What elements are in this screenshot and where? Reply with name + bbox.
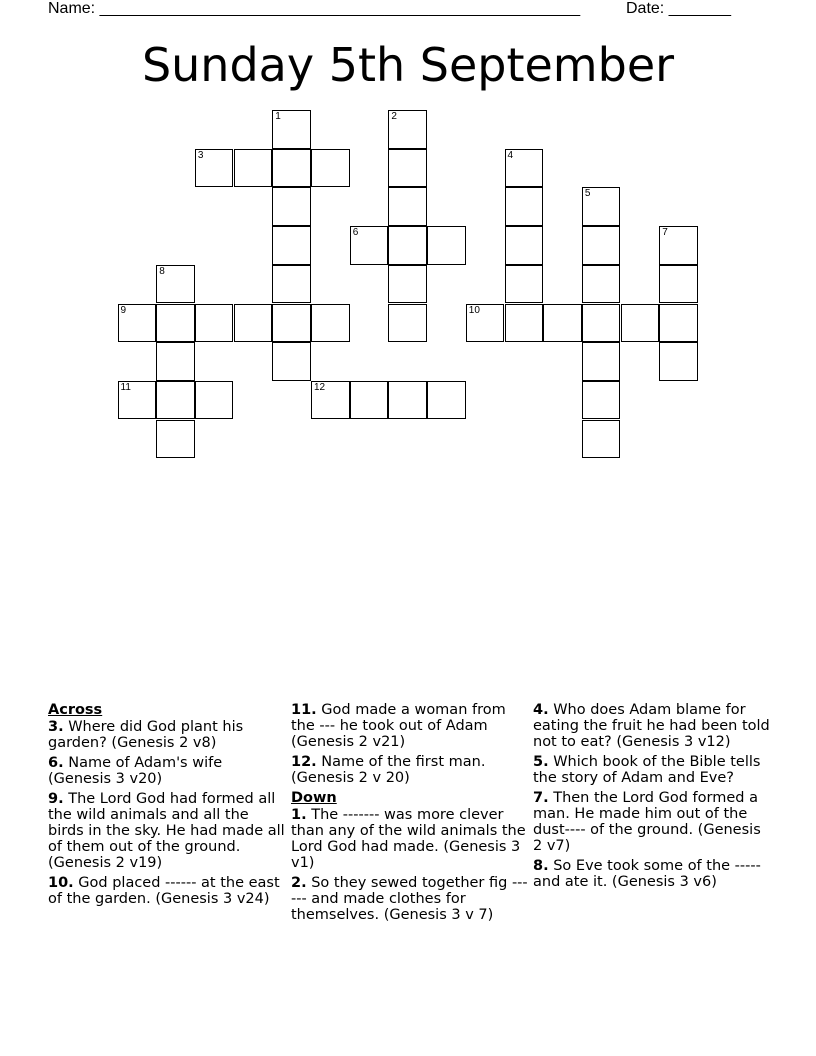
grid-cell[interactable]: [195, 381, 234, 420]
grid-cell[interactable]: [582, 226, 621, 265]
cell-number: 7: [662, 227, 668, 239]
across-heading: Across: [48, 702, 103, 718]
clue-number: 2.: [291, 875, 307, 891]
grid-cell[interactable]: [311, 304, 350, 343]
grid-cell[interactable]: [543, 304, 582, 343]
grid-cell[interactable]: [272, 342, 311, 381]
clues-column-1: [48, 702, 288, 911]
grid-cell[interactable]: [621, 304, 660, 343]
grid-cell[interactable]: [388, 187, 427, 226]
cell-number: 10: [468, 304, 480, 316]
clue-down-1: [291, 807, 531, 871]
clue-number: 1.: [291, 807, 307, 823]
clue-number: 11.: [291, 702, 317, 718]
clue-down-4: [533, 702, 773, 750]
grid-cell[interactable]: [156, 420, 195, 459]
grid-cell[interactable]: [118, 304, 157, 343]
clue-text: Then the Lord God formed a man. He made him out of the dust---- of the ground. (Genesis 2 v7): [533, 790, 761, 854]
grid-cell[interactable]: [195, 304, 234, 343]
grid-cell[interactable]: [272, 226, 311, 265]
clue-text: So Eve took some of the ----- and ate it. (Genesis 3 v6): [533, 858, 761, 890]
clue-text: So they sewed together fig ------ and made clothes for themselves. (Genesis 3 v 7): [291, 875, 528, 923]
cell-number: 11: [120, 381, 131, 393]
grid-cell[interactable]: [156, 265, 195, 304]
grid-cell[interactable]: [427, 226, 466, 265]
clue-down-2: [291, 875, 531, 923]
grid-cell[interactable]: [659, 226, 698, 265]
grid-cell[interactable]: [156, 304, 195, 343]
crossword-grid: [0, 0, 816, 470]
down-heading: Down: [291, 790, 337, 806]
grid-cell[interactable]: [659, 304, 698, 343]
clue-number: 4.: [533, 702, 549, 718]
grid-cell[interactable]: [505, 149, 544, 188]
grid-cell[interactable]: [388, 226, 427, 265]
cell-number: 4: [507, 149, 514, 161]
grid-cell[interactable]: [195, 149, 234, 188]
grid-cell[interactable]: [234, 304, 273, 343]
grid-cell[interactable]: [582, 187, 621, 226]
grid-cell[interactable]: [156, 381, 195, 420]
clue-number: 10.: [48, 875, 74, 891]
grid-cell[interactable]: [388, 265, 427, 304]
clue-down-8: [533, 858, 773, 890]
clue-text: Name of Adam's wife (Genesis 3 v20): [48, 755, 223, 787]
clue-down-5: [533, 754, 773, 786]
clue-text: God made a woman from the --- he took out of Adam (Genesis 2 v21): [291, 702, 506, 750]
grid-cell[interactable]: [156, 342, 195, 381]
grid-cell[interactable]: [659, 265, 698, 304]
clues-column-2: [291, 702, 531, 927]
grid-cell[interactable]: [582, 342, 621, 381]
grid-cell[interactable]: [388, 110, 427, 149]
grid-cell[interactable]: [659, 342, 698, 381]
grid-cell[interactable]: [272, 149, 311, 188]
grid-cell[interactable]: [582, 265, 621, 304]
grid-cell[interactable]: [272, 110, 311, 149]
clue-down-7: [533, 790, 773, 854]
clue-across-6: [48, 755, 288, 787]
clue-across-9: [48, 791, 288, 871]
grid-cell[interactable]: [311, 149, 350, 188]
clue-number: 7.: [533, 790, 549, 806]
grid-cell[interactable]: [272, 265, 311, 304]
clue-number: 5.: [533, 754, 549, 770]
cell-number: 8: [159, 265, 165, 277]
grid-cell[interactable]: [505, 265, 544, 304]
grid-cell[interactable]: [505, 304, 544, 343]
clue-number: 12.: [291, 754, 317, 770]
cell-number: 9: [120, 304, 127, 316]
grid-cell[interactable]: [118, 381, 157, 420]
clue-text: The Lord God had formed all the wild animals and all the birds in the sky. He had made all of them out of the ground. (Genesis 2 v19): [48, 791, 285, 871]
grid-cell[interactable]: [388, 304, 427, 343]
name-field[interactable]: Name: ______________________________________________________: [48, 0, 581, 17]
page-title: Sunday 5th September: [141, 38, 675, 92]
cell-number: 2: [391, 111, 397, 122]
grid-cell[interactable]: [388, 381, 427, 420]
clue-across-12: [291, 754, 531, 786]
grid-cell[interactable]: [505, 187, 544, 226]
grid-cell[interactable]: [234, 149, 273, 188]
clue-number: 9.: [48, 791, 64, 807]
cell-number: 12: [314, 381, 326, 393]
cell-number: 5: [584, 188, 591, 200]
clue-across-3: [48, 719, 288, 751]
grid-cell[interactable]: [582, 381, 621, 420]
cell-number: 1: [275, 111, 281, 122]
grid-cell[interactable]: [582, 304, 621, 343]
cell-number: 3: [197, 149, 204, 161]
clues-column-3: [533, 702, 773, 894]
cell-number: 6: [352, 227, 359, 239]
grid-cell[interactable]: [311, 381, 350, 420]
clue-text: Who does Adam blame for eating the fruit he had been told not to eat? (Genesis 3 v12): [533, 702, 770, 750]
clue-across-10: [48, 875, 288, 907]
grid-cell[interactable]: [350, 381, 389, 420]
clue-number: 8.: [533, 858, 549, 874]
clue-text: The ------- was more clever than any of the wild animals the Lord God had made. (Genesis 3 v1): [291, 807, 526, 871]
grid-cell[interactable]: [466, 304, 505, 343]
clue-number: 6.: [48, 755, 64, 771]
grid-cell[interactable]: [272, 304, 311, 343]
clue-number: 3.: [48, 719, 64, 735]
clue-text: God placed ------ at the east of the garden. (Genesis 3 v24): [48, 875, 280, 907]
grid-cell[interactable]: [388, 149, 427, 188]
grid-cell[interactable]: [582, 420, 621, 459]
clue-text: Name of the first man. (Genesis 2 v 20): [291, 754, 486, 786]
clue-across-11: [291, 702, 531, 750]
clue-text: Which book of the Bible tells the story of Adam and Eve?: [533, 754, 761, 786]
grid-cell[interactable]: [350, 226, 389, 265]
clue-text: Where did God plant his garden? (Genesis 2 v8): [48, 719, 244, 751]
grid-cell[interactable]: [427, 381, 466, 420]
grid-cell[interactable]: [272, 187, 311, 226]
date-field[interactable]: Date: _______: [626, 0, 731, 17]
grid-cell[interactable]: [505, 226, 544, 265]
